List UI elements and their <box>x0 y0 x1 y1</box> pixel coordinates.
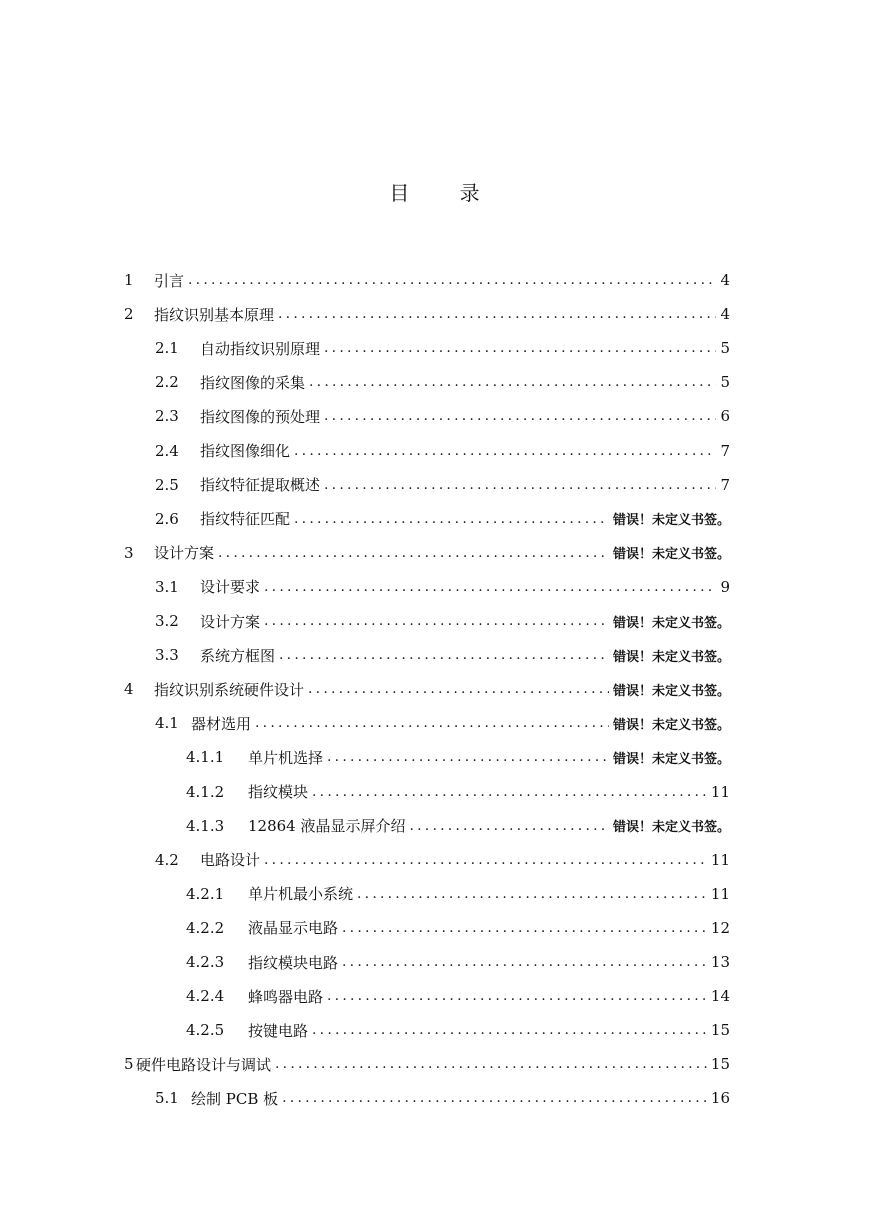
toc-entry-page-number: 7 <box>720 475 730 494</box>
toc-entry-error-text: 错误！未定义书签。 <box>612 649 730 665</box>
toc-entry[interactable] <box>124 672 730 706</box>
toc-entry-page-number: 11 <box>710 850 730 869</box>
toc-entry-title: 液晶显示电路 <box>248 919 339 938</box>
toc-entry[interactable] <box>155 638 730 672</box>
toc-entry[interactable] <box>186 945 730 979</box>
toc-entry-page-number: 9 <box>720 577 730 596</box>
toc-entry-number: 3 <box>124 543 134 562</box>
toc-entry-page-number: 4 <box>720 271 730 289</box>
toc-entry-page-number: 11 <box>710 782 730 801</box>
toc-entry-number: 4.1 <box>155 714 179 733</box>
toc-entry-number: 4.2.2 <box>186 918 225 937</box>
toc-dot-leader <box>279 647 609 663</box>
toc-entry-title: 指纹图像的采集 <box>200 373 306 392</box>
toc-entry-title: 指纹图像细化 <box>200 442 291 460</box>
toc-entry-number: 4.2 <box>155 850 179 869</box>
toc-entry-error-text: 错误！未定义书签。 <box>612 513 730 529</box>
toc-entry-title: 器材选用 <box>191 714 252 733</box>
toc-entry-error-text: 错误！未定义书签。 <box>612 820 730 836</box>
toc-dot-leader <box>324 340 716 356</box>
toc-dot-leader <box>324 408 716 424</box>
toc-entry[interactable] <box>155 706 730 740</box>
toc-entry[interactable] <box>186 877 730 911</box>
toc-entry-title: 系统方框图 <box>200 646 276 665</box>
page-title: 目 录 <box>389 181 502 205</box>
toc-entry-title: 指纹特征提取概述 <box>200 476 321 495</box>
toc-dot-leader <box>312 784 707 800</box>
toc-entry-number: 4 <box>124 680 134 699</box>
toc-entry-title: 设计要求 <box>200 578 261 597</box>
toc-entry-title: 指纹图像的预处理 <box>200 407 321 426</box>
toc-entry[interactable] <box>124 297 730 331</box>
toc-entry[interactable] <box>186 911 730 945</box>
toc-dot-leader <box>218 545 609 561</box>
toc-entry-title: 指纹模块 <box>248 783 309 801</box>
toc-entry-title: 自动指纹识别原理 <box>200 339 321 358</box>
toc-dot-leader <box>278 306 716 322</box>
toc-dot-leader <box>327 988 707 1004</box>
toc-entry-number: 4.2.4 <box>186 987 225 1006</box>
toc-entry[interactable] <box>155 365 730 399</box>
toc-entry-number: 4.1.1 <box>186 748 225 767</box>
toc-dot-leader <box>324 477 716 493</box>
toc-dot-leader <box>275 1056 707 1072</box>
toc-entry[interactable] <box>186 1013 730 1047</box>
toc-entry-number: 2.1 <box>155 339 179 358</box>
toc-entry[interactable] <box>186 775 730 809</box>
toc-entry[interactable] <box>155 399 730 433</box>
toc-entry-number: 1 <box>124 271 134 289</box>
toc-entry[interactable] <box>155 502 730 536</box>
toc-entry-page-number: 6 <box>720 407 730 426</box>
toc-entry-title: 12864 液晶显示屏介绍 <box>248 817 406 836</box>
toc-dot-leader <box>309 374 716 390</box>
toc-entry[interactable] <box>155 604 730 638</box>
toc-entry-number: 2.3 <box>155 407 179 426</box>
toc-entry-page-number: 11 <box>710 884 730 903</box>
toc-dot-leader <box>294 443 716 459</box>
toc-entry-page-number: 13 <box>710 953 730 971</box>
toc-entry-title: 单片机最小系统 <box>248 885 354 904</box>
toc-entry-number: 4.2.1 <box>186 884 225 903</box>
toc-entry-title: 指纹识别基本原理 <box>154 305 275 324</box>
toc-entry-title: 单片机选择 <box>248 748 324 767</box>
toc-entry-error-text: 错误！未定义书签。 <box>612 683 730 699</box>
toc-entry-page-number: 4 <box>720 305 730 324</box>
toc-entry-title: 按键电路 <box>248 1021 309 1040</box>
toc-entry-page-number: 5 <box>720 373 730 392</box>
toc-entry-title: 绘制 PCB 板 <box>191 1089 279 1108</box>
toc-entry-page-number: 14 <box>710 987 730 1006</box>
toc-entry[interactable] <box>155 468 730 502</box>
toc-dot-leader <box>308 681 609 697</box>
toc-entry[interactable] <box>186 740 730 774</box>
toc-entry-error-text: 错误！未定义书签。 <box>612 717 730 733</box>
toc-entry-title: 指纹模块电路 <box>248 953 339 972</box>
toc-entry-page-number: 15 <box>710 1055 730 1074</box>
toc-entry-title: 设计方案 <box>154 544 215 563</box>
toc-entry-number: 2.5 <box>155 475 179 494</box>
toc-entry-number: 4.2.3 <box>186 953 225 971</box>
toc-dot-leader <box>342 954 707 970</box>
toc-entry-page-number: 15 <box>710 1021 730 1040</box>
toc-entry-title: 蜂鸣器电路 <box>248 987 324 1006</box>
toc-entry-title: 电路设计 <box>200 851 261 870</box>
toc-entry[interactable] <box>155 1081 730 1115</box>
toc-dot-leader <box>342 920 707 936</box>
toc-entry[interactable] <box>155 331 730 365</box>
toc-dot-leader <box>188 272 716 288</box>
toc-entry-title: 引言 <box>154 271 185 290</box>
toc-entry-number: 3.3 <box>155 646 179 665</box>
toc-entry-number: 4.1.2 <box>186 782 225 801</box>
toc-entry-page-number: 16 <box>710 1089 730 1108</box>
toc-dot-leader <box>410 818 609 834</box>
toc-entry-number: 4.1.3 <box>186 816 225 835</box>
toc-dot-leader <box>294 511 609 527</box>
toc-entry[interactable] <box>124 1047 730 1081</box>
toc-entry-number: 5.1 <box>155 1089 179 1108</box>
toc-entry[interactable] <box>186 809 730 843</box>
toc-entry-number: 3.2 <box>155 612 179 630</box>
toc-dot-leader <box>264 613 609 629</box>
toc-entry-title: 指纹识别系统硬件设计 <box>154 680 305 699</box>
toc-entry-title: 指纹特征匹配 <box>200 510 291 529</box>
toc-entry[interactable] <box>155 570 730 604</box>
toc-dot-leader <box>264 579 716 595</box>
toc-dot-leader <box>264 852 707 868</box>
toc-entry-number: 3.1 <box>155 577 179 596</box>
toc-entry-number: 2 <box>124 305 134 324</box>
toc-entry[interactable] <box>155 434 730 468</box>
toc-entry-page-number: 5 <box>720 339 730 358</box>
toc-dot-leader <box>255 715 609 731</box>
toc-dot-leader <box>312 1022 707 1038</box>
toc-dot-leader <box>357 886 707 902</box>
toc-entry-number: 5 <box>124 1055 134 1074</box>
toc-dot-leader <box>282 1090 707 1106</box>
toc-entry[interactable] <box>186 979 730 1013</box>
toc-entry[interactable] <box>124 263 730 297</box>
toc-entry-number: 2.6 <box>155 509 179 528</box>
toc-entry[interactable] <box>124 536 730 570</box>
toc-entry-title: 硬件电路设计与调试 <box>136 1055 272 1074</box>
toc-entry-title: 设计方案 <box>200 612 261 631</box>
toc-entry-number: 4.2.5 <box>186 1021 225 1040</box>
toc-entry-page-number: 7 <box>720 441 730 460</box>
toc-entry-error-text: 错误！未定义书签。 <box>612 547 730 563</box>
toc-entry-error-text: 错误！未定义书签。 <box>612 751 730 767</box>
toc-entry-error-text: 错误！未定义书签。 <box>612 615 730 631</box>
toc-dot-leader <box>327 749 609 765</box>
toc-entry-number: 2.4 <box>155 441 179 460</box>
toc-entry-number: 2.2 <box>155 373 179 392</box>
toc-entry[interactable] <box>155 843 730 877</box>
toc-entry-page-number: 12 <box>710 918 730 937</box>
